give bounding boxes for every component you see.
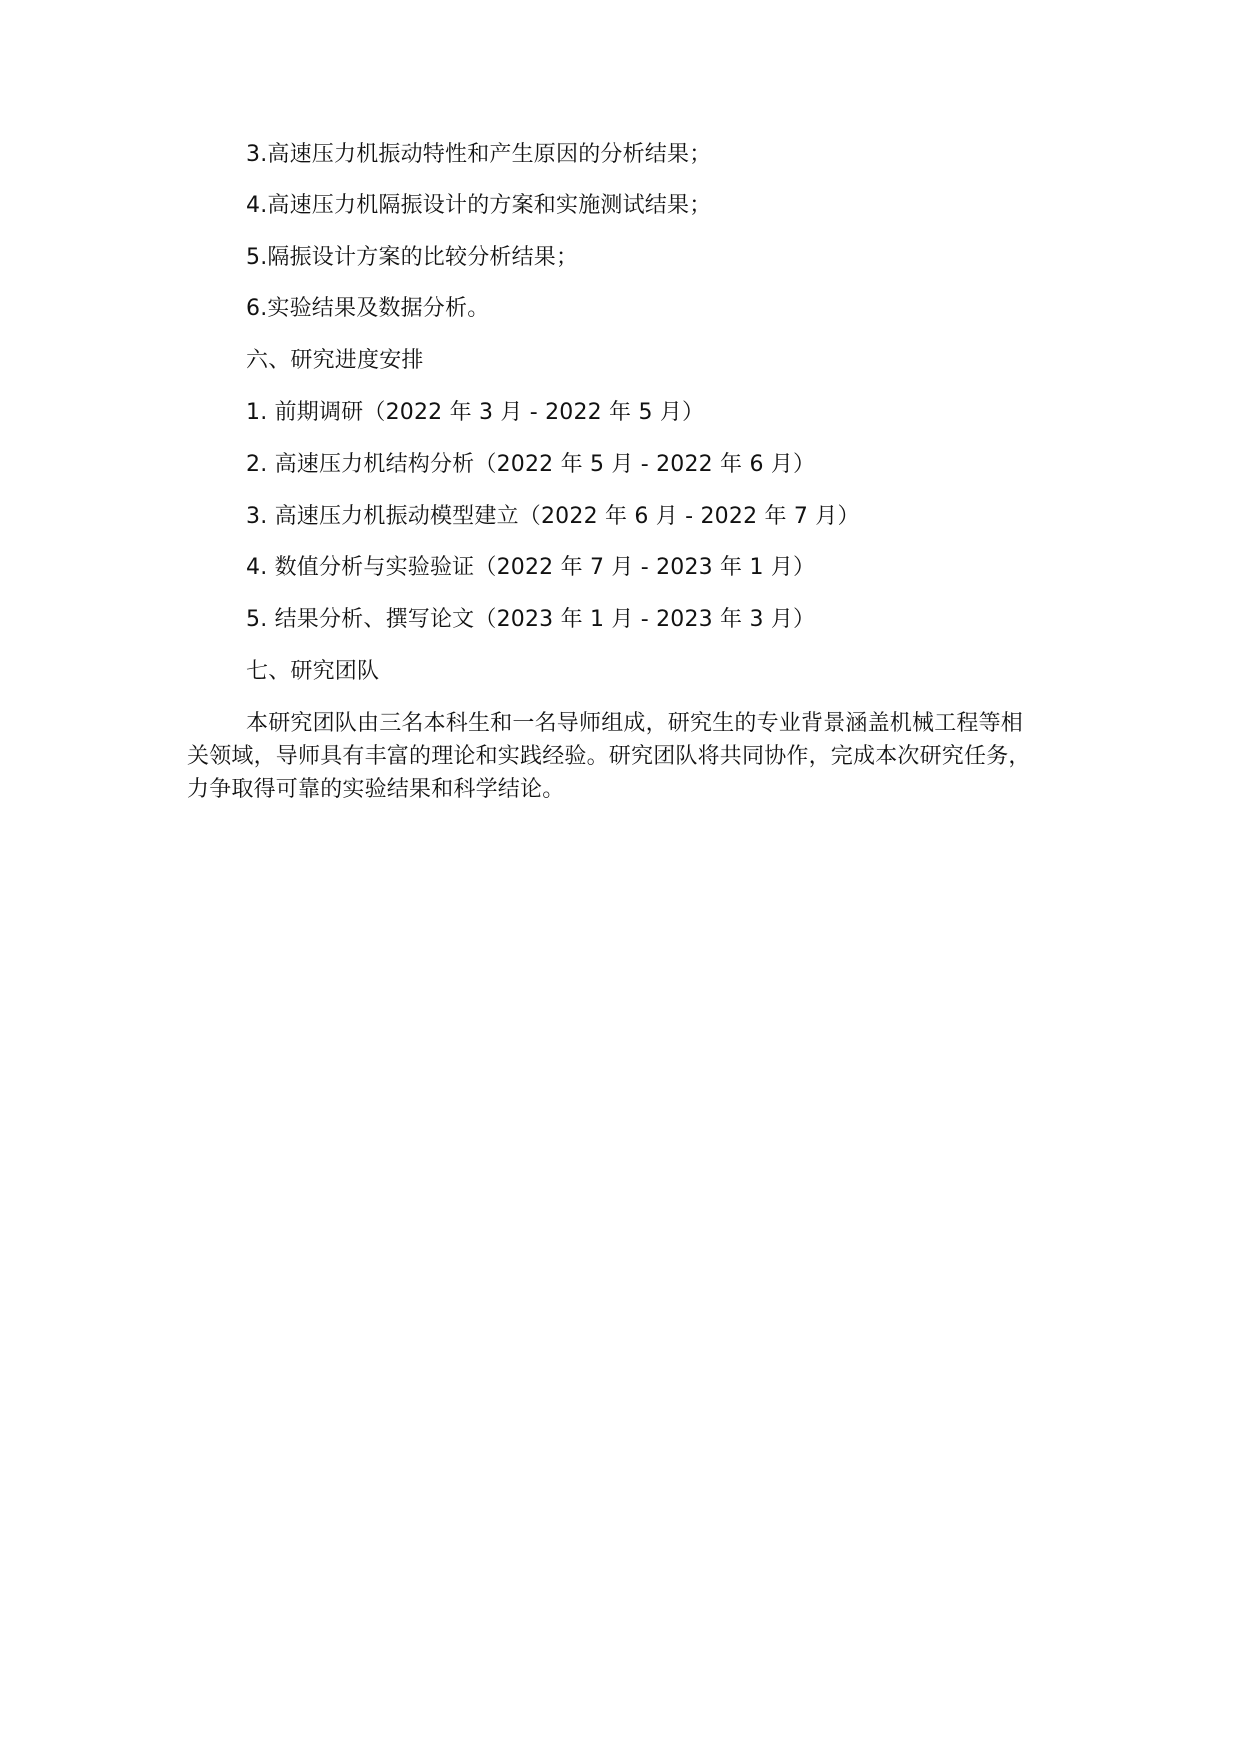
result-item-6: 6.实验结果及数据分析。 xyxy=(246,296,490,321)
team-paragraph-line: 力争取得可靠的实验结果和科学结论。 xyxy=(187,777,565,802)
schedule-item-5: 5. 结果分析、撰写论文（2023 年 1 月 - 2023 年 3 月） xyxy=(246,607,816,632)
team-paragraph-line: 关领域，导师具有丰富的理论和实践经验。研究团队将共同协作，完成本次研究任务， xyxy=(187,744,1031,769)
section-heading-team: 七、研究团队 xyxy=(246,659,380,684)
result-item-4: 4.高速压力机隔振设计的方案和实施测试结果； xyxy=(246,193,712,218)
schedule-item-4: 4. 数值分析与实验验证（2022 年 7 月 - 2023 年 1 月） xyxy=(246,555,816,580)
team-paragraph-line: 本研究团队由三名本科生和一名导师组成，研究生的专业背景涵盖机械工程等相 xyxy=(246,711,1024,736)
result-item-3: 3.高速压力机振动特性和产生原因的分析结果； xyxy=(246,142,712,167)
schedule-item-1: 1. 前期调研（2022 年 3 月 - 2022 年 5 月） xyxy=(246,400,705,425)
team-paragraph xyxy=(187,707,1077,806)
section-heading-schedule: 六、研究进度安排 xyxy=(246,348,424,373)
schedule-item-3: 3. 高速压力机振动模型建立（2022 年 6 月 - 2022 年 7 月） xyxy=(246,504,860,529)
result-item-5: 5.隔振设计方案的比较分析结果； xyxy=(246,245,579,270)
schedule-item-2: 2. 高速压力机结构分析（2022 年 5 月 - 2022 年 6 月） xyxy=(246,452,816,477)
